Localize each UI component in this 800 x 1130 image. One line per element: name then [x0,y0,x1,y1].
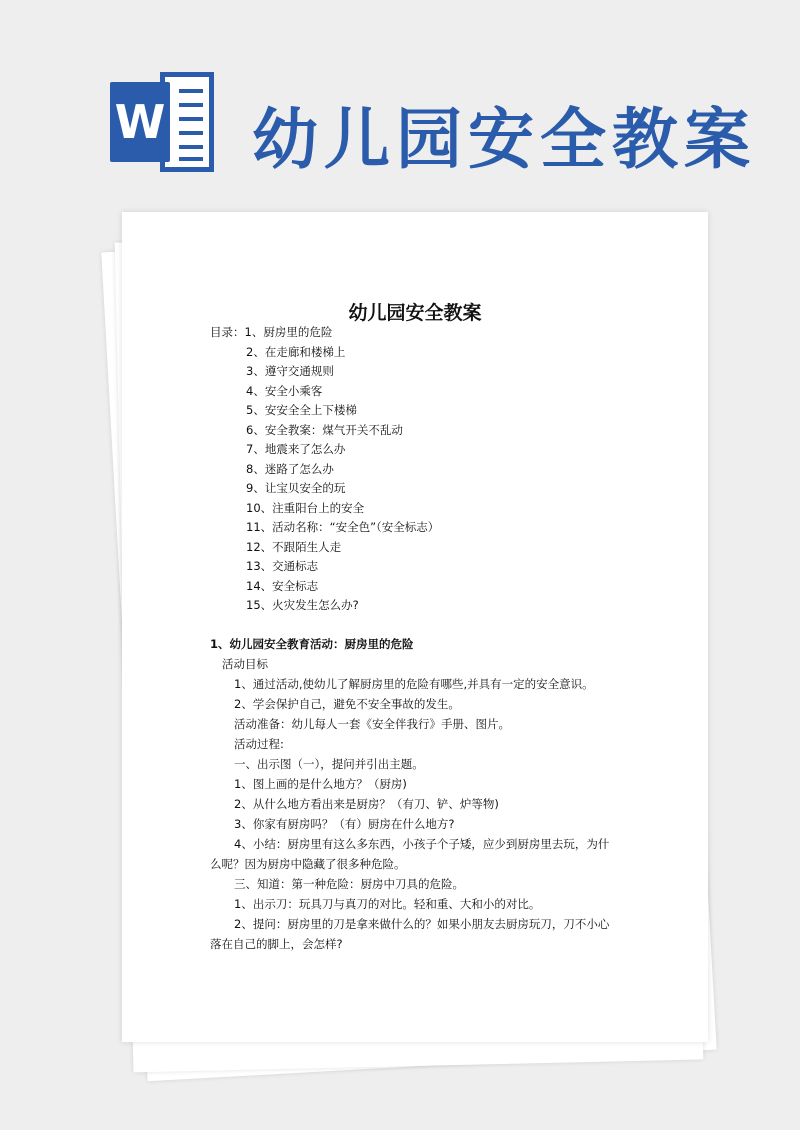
toc-entry: 9、让宝贝安全的玩 [246,481,346,495]
body-line: 落在自己的脚上，会怎样? [210,937,343,951]
body-line: 1、图上画的是什么地方？（厨房) [234,777,407,791]
toc-entry: 2、在走廊和楼梯上 [246,345,346,359]
body-line: 2、提问：厨房里的刀是拿来做什么的？如果小朋友去厨房玩刀，刀不小心 [234,917,610,931]
toc-entry: 6、安全教案：煤气开关不乱动 [246,423,403,437]
body-line: 三、知道：第一种危险：厨房中刀具的危险。 [234,877,464,891]
word-w-icon: W [110,82,170,162]
document-title: 幼儿园安全教案 [348,302,482,324]
document-page [122,212,708,1042]
toc-item [210,324,332,340]
body-line: 2、从什么地方看出来是厨房？（有刀、铲、炉等物) [234,797,499,811]
toc-entry: 10、注重阳台上的安全 [246,501,365,515]
body-line: 么呢？因为厨房中隐藏了很多种危险。 [210,857,406,871]
toc-entry: 14、安全标志 [246,579,319,593]
body-line: 活动过程: [234,737,284,751]
toc-entry: 15、火灾发生怎么办? [246,598,359,612]
toc-entry: 7、地震来了怎么办 [246,442,346,456]
header-title: 幼儿园安全教案 [252,101,756,178]
toc-entry: 4、安全小乘客 [246,384,323,398]
toc-entry: 11、活动名称：“安全色”（安全标志） [246,520,440,534]
body-line: 4、小结：厨房里有这么多东西，小孩子个子矮，应少到厨房里去玩，为什 [234,837,610,851]
toc-prefix: 目录： [210,325,245,339]
toc-entry: 3、遵守交通规则 [246,364,334,378]
word-document-icon [110,72,214,172]
section-subheading: 活动目标 [222,657,268,671]
body-line: 一、出示图（一），提问并引出主题。 [234,757,424,771]
body-line: 活动准备：幼儿每人一套《安全伴我行》手册、图片。 [234,717,510,731]
toc-entry: 1、厨房里的危险 [244,325,333,339]
body-line: 2、学会保护自己，避免不安全事故的发生。 [234,697,460,711]
toc-entry: 5、安安全全上下楼梯 [246,403,357,417]
toc-entry: 8、迷路了怎么办 [246,462,334,476]
toc-entry: 13、交通标志 [246,559,319,573]
toc-entry: 12、不跟陌生人走 [246,540,342,554]
body-line: 1、通过活动,使幼儿了解厨房里的危险有哪些,并具有一定的安全意识。 [234,677,594,691]
body-line: 1、出示刀：玩具刀与真刀的对比。轻和重、大和小的对比。 [234,897,541,911]
section-heading: 1、幼儿园安全教育活动：厨房里的危险 [210,637,414,651]
body-line: 3、你家有厨房吗？（有）厨房在什么地方? [234,817,455,831]
